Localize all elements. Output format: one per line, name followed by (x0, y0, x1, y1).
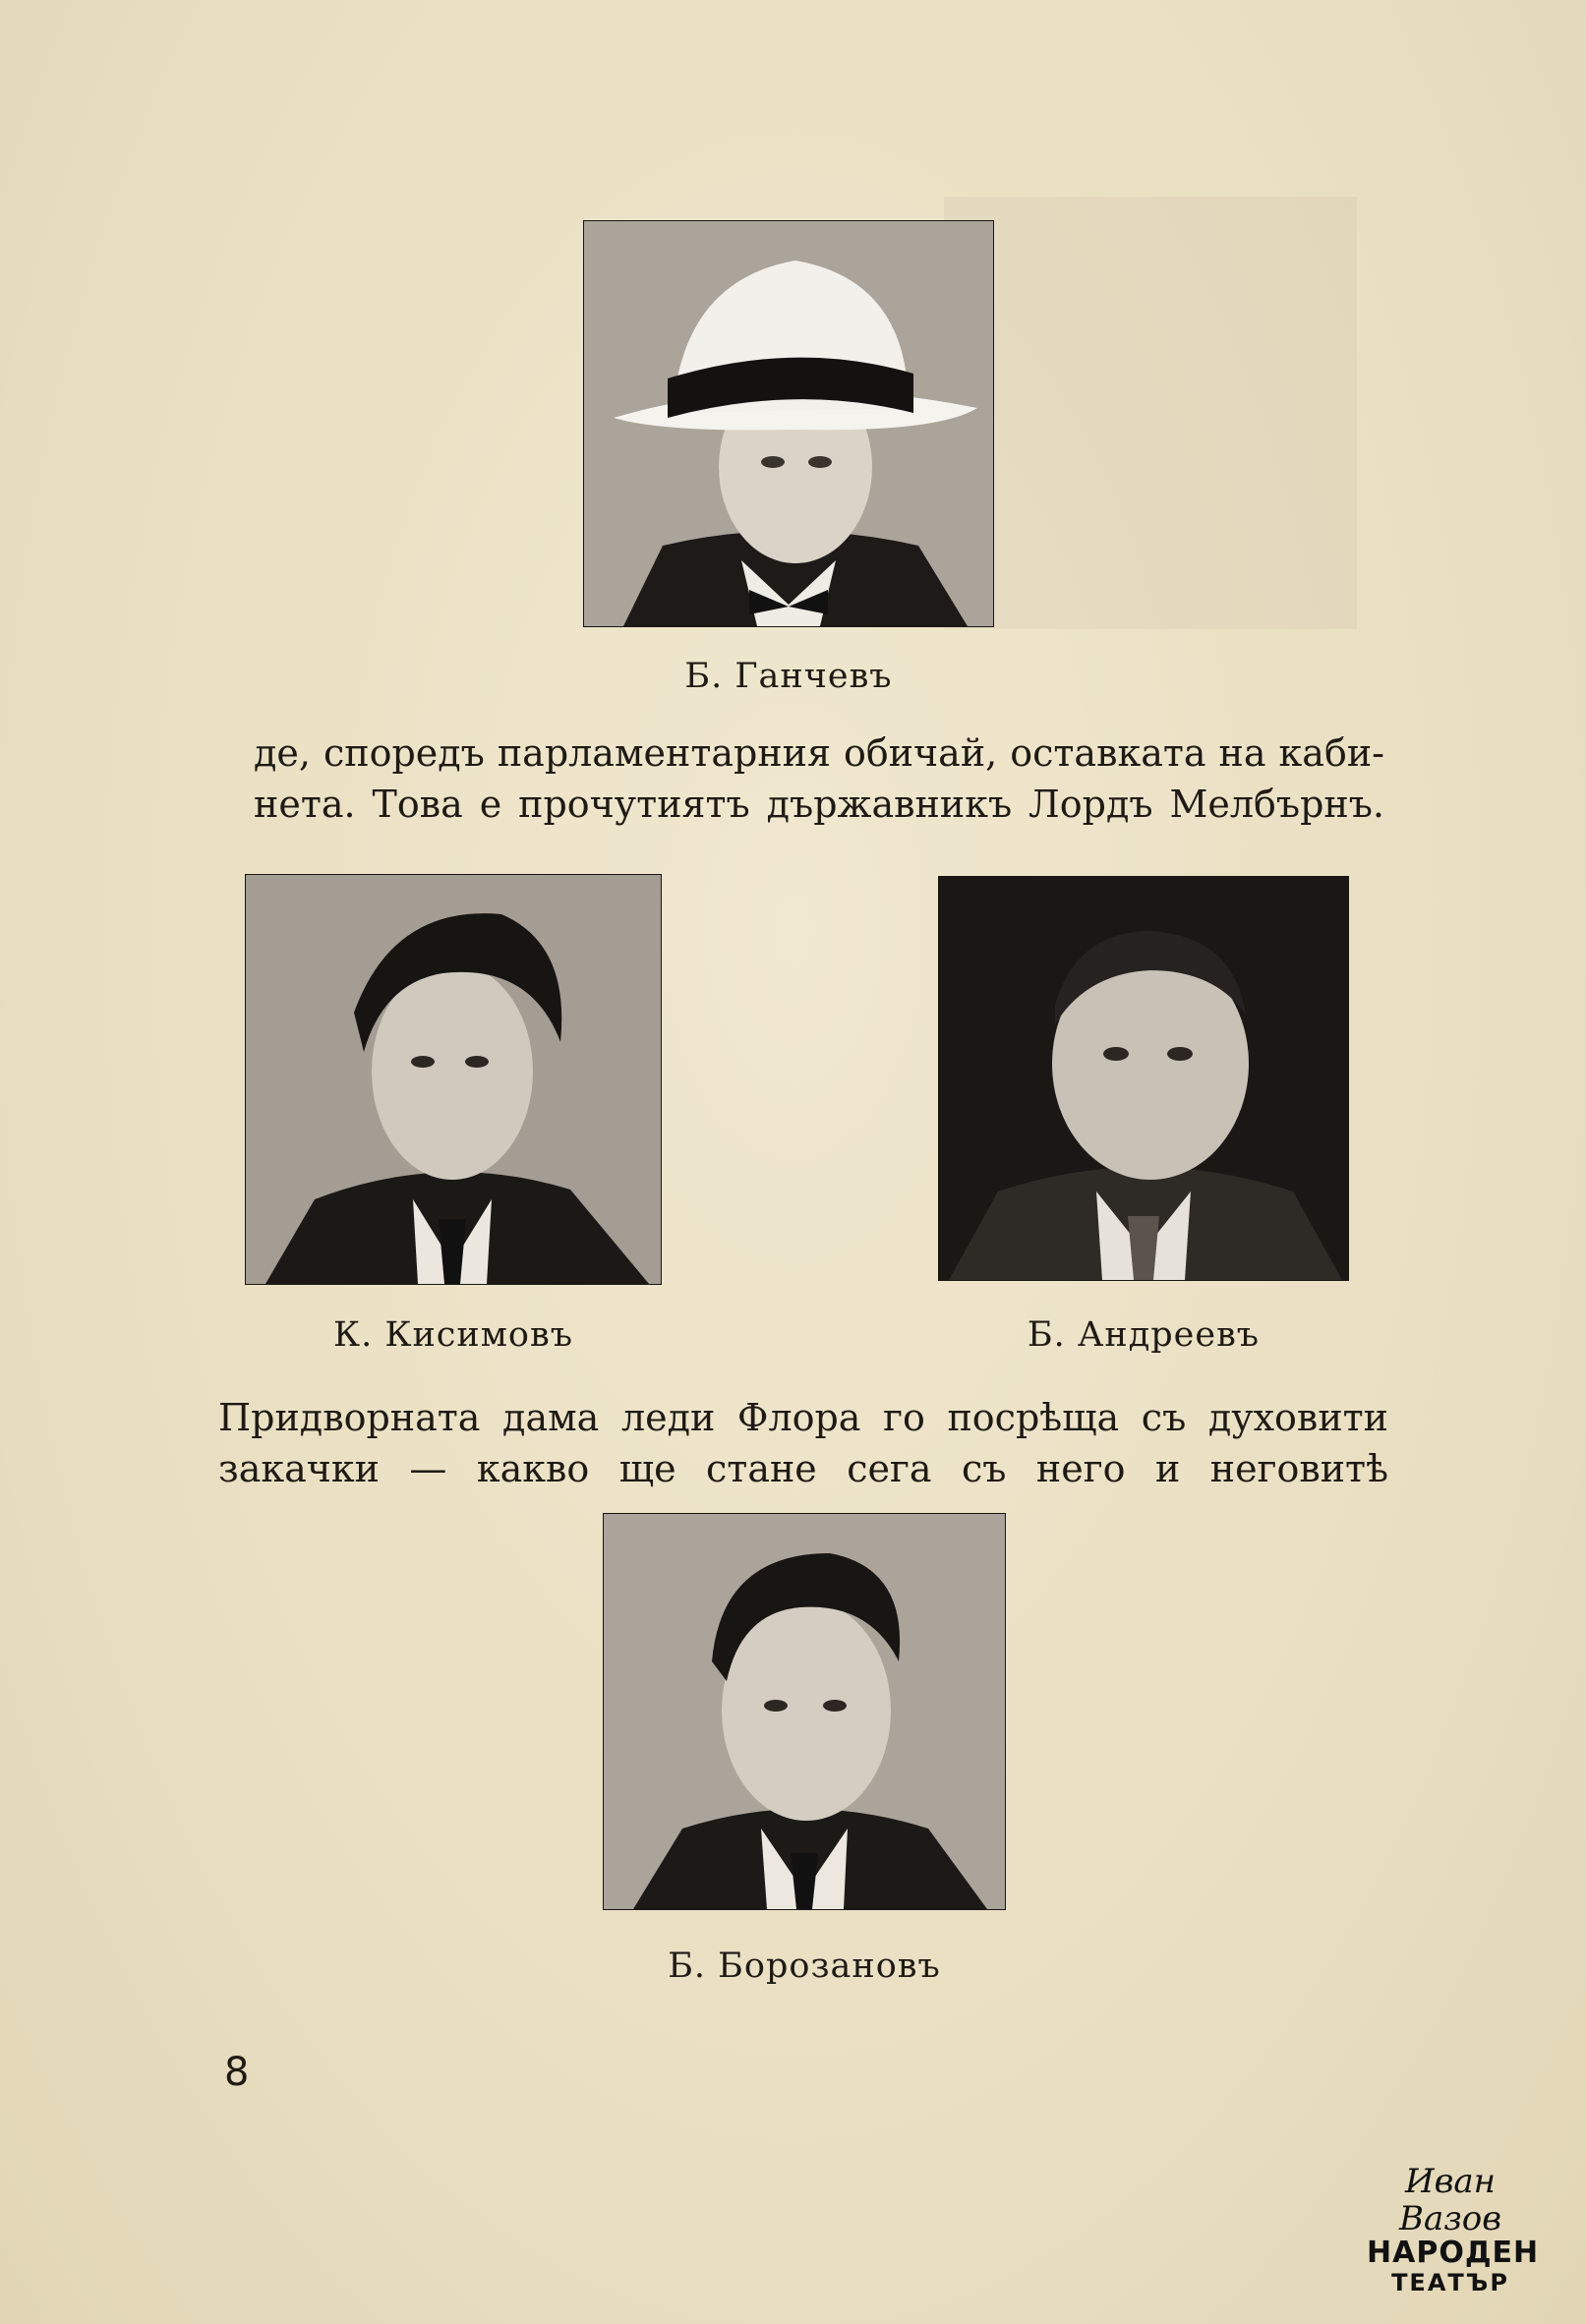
portrait-image (604, 1514, 1005, 1909)
photo-caption: Б. Ганчевъ (684, 657, 893, 696)
text-paragraph (218, 1392, 1388, 1494)
portrait-image (246, 875, 661, 1284)
portrait-photo-kisimov (246, 875, 661, 1284)
portrait-image (584, 221, 993, 626)
text-line: Придворната дама леди Флора го посрѣща съ духовити (218, 1396, 1388, 1439)
text-paragraph (254, 727, 1384, 830)
show-through (944, 197, 1357, 629)
text-line: закачки — какво ще стане сега съ него и неговитѣ (218, 1447, 1388, 1490)
logo-line-1: НАРОДЕН (1367, 2236, 1540, 2270)
portrait-image (939, 877, 1348, 1280)
photo-caption: К. Кисимовъ (333, 1315, 573, 1355)
national-theatre-logo (1367, 2162, 1540, 2296)
portrait-photo-andreev (939, 877, 1348, 1280)
photo-caption: Б. Андреевъ (1027, 1315, 1261, 1355)
photo-caption: Б. Борозановъ (668, 1946, 941, 1986)
text-line: нета. Това е прочутиятъ държавникъ Лордъ Мелбърнъ. (254, 783, 1384, 826)
page-number: 8 (224, 2050, 250, 2095)
logo-line-2: ТЕАТЪР (1391, 2269, 1509, 2296)
portrait-photo-ganchev (584, 221, 993, 626)
logo-signature: Иван Вазов (1398, 2162, 1502, 2238)
text-line: де, споредъ парламентарния обичай, оставката на каби- (254, 731, 1384, 775)
portrait-photo-borozanov (604, 1514, 1005, 1909)
